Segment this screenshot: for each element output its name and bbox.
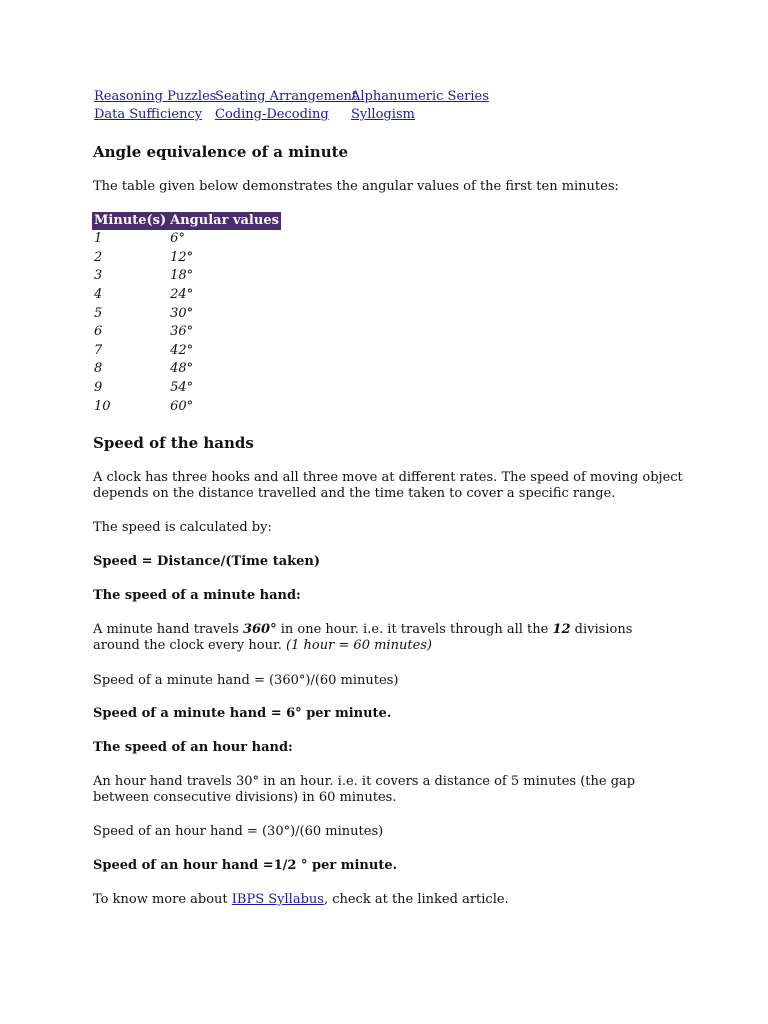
table-row [92, 323, 281, 342]
minute-cell: 2 [94, 249, 103, 265]
link-ibps-syllabus[interactable]: IBPS Syllabus [231, 892, 324, 907]
minute-hand-calculation: Speed of a minute hand = (360°)/(60 minutes) [93, 673, 399, 688]
paragraph-minute-hand [93, 622, 678, 654]
header-minutes: Minute(s) [94, 213, 167, 228]
heading-angle-equivalence: Angle equivalence of a minute [93, 143, 349, 161]
angle-cell: 12° [170, 249, 194, 265]
link-alphanumeric-series[interactable]: Alphanumeric Series [351, 89, 489, 104]
link-data-sufficiency[interactable]: Data Sufficiency [94, 107, 203, 122]
minute-cell: 8 [94, 361, 103, 377]
hour-hand-heading [93, 740, 293, 756]
table-row [92, 230, 281, 249]
angle-cell: 24° [170, 287, 194, 303]
minute-p-text-1: A minute hand travels [93, 622, 243, 637]
heading-speed-of-hands: Speed of the hands [93, 434, 254, 452]
minute-hand-result-text: Speed of a minute hand = 6° per minute. [93, 706, 392, 721]
minute-cell: 1 [94, 231, 103, 247]
minute-hand-result [93, 706, 391, 722]
minute-p-12: 12 [552, 622, 571, 637]
minute-cell: 6 [94, 324, 103, 340]
minute-cell: 10 [94, 398, 111, 414]
minute-hand-heading [93, 588, 301, 604]
link-syllogism[interactable]: Syllogism [351, 107, 415, 122]
footer-text-before: To know more about [93, 892, 232, 907]
table-row [92, 304, 281, 323]
minute-cell: 5 [94, 305, 103, 321]
paragraph-speed-calculated: The speed is calculated by: [93, 520, 272, 535]
minute-p-360: 360° [242, 622, 277, 637]
speed-formula-text: Speed = Distance/(Time taken) [93, 554, 321, 569]
minute-cell: 9 [94, 380, 103, 396]
minute-p-text-3: divisions around the clock every hour. [93, 622, 633, 653]
table-row [92, 397, 281, 416]
angle-cell: 42° [170, 342, 194, 358]
footer-text-after: , check at the linked article. [323, 892, 509, 907]
hour-hand-calculation: Speed of an hour hand = (30°)/(60 minutes) [93, 824, 384, 839]
hour-hand-heading-text: The speed of an hour hand: [93, 740, 293, 755]
angle-table [92, 212, 281, 416]
angle-cell: 60° [170, 398, 194, 414]
hour-hand-result [93, 858, 397, 874]
minute-p-text-2: in one hour. i.e. it travels through all the [276, 622, 553, 637]
minute-hand-heading-text: The speed of a minute hand: [93, 588, 301, 603]
link-reasoning-puzzles[interactable]: Reasoning Puzzles [94, 89, 217, 104]
footer-note [93, 892, 509, 908]
table-row [92, 360, 281, 379]
link-seating-arrangement[interactable]: Seating Arrangement [215, 89, 358, 104]
angle-cell: 18° [170, 268, 194, 284]
angle-cell: 36° [170, 324, 194, 340]
table-header-row [92, 212, 281, 230]
speed-formula [93, 554, 320, 570]
minute-p-hour-note: (1 hour = 60 minutes) [286, 638, 432, 653]
table-row [92, 379, 281, 398]
link-coding-decoding[interactable]: Coding-Decoding [215, 107, 329, 122]
minute-cell: 3 [94, 268, 103, 284]
minute-cell: 4 [94, 287, 103, 303]
table-row [92, 342, 281, 361]
angle-cell: 30° [170, 305, 194, 321]
table-row [92, 267, 281, 286]
table-row [92, 286, 281, 305]
angle-cell: 54° [170, 380, 194, 396]
table-row [92, 249, 281, 268]
paragraph-hour-hand: An hour hand travels 30° in an hour. i.e. it covers a distance of 5 minutes (the gap between consecutive divisions) in 60 minutes. [93, 774, 636, 805]
header-angular-values: Angular values [170, 213, 279, 228]
hour-hand-result-text: Speed of an hour hand =1/2 ° per minute. [93, 858, 398, 873]
minute-cell: 7 [94, 342, 103, 358]
paragraph-clock-hands: A clock has three hooks and all three move at different rates. The speed of moving object depends on the distance travelled and the time taken to cover a specific range. [93, 470, 683, 501]
angle-cell: 48° [170, 361, 194, 377]
table-intro: The table given below demonstrates the angular values of the first ten minutes: [93, 179, 619, 194]
angle-cell: 6° [170, 231, 185, 247]
